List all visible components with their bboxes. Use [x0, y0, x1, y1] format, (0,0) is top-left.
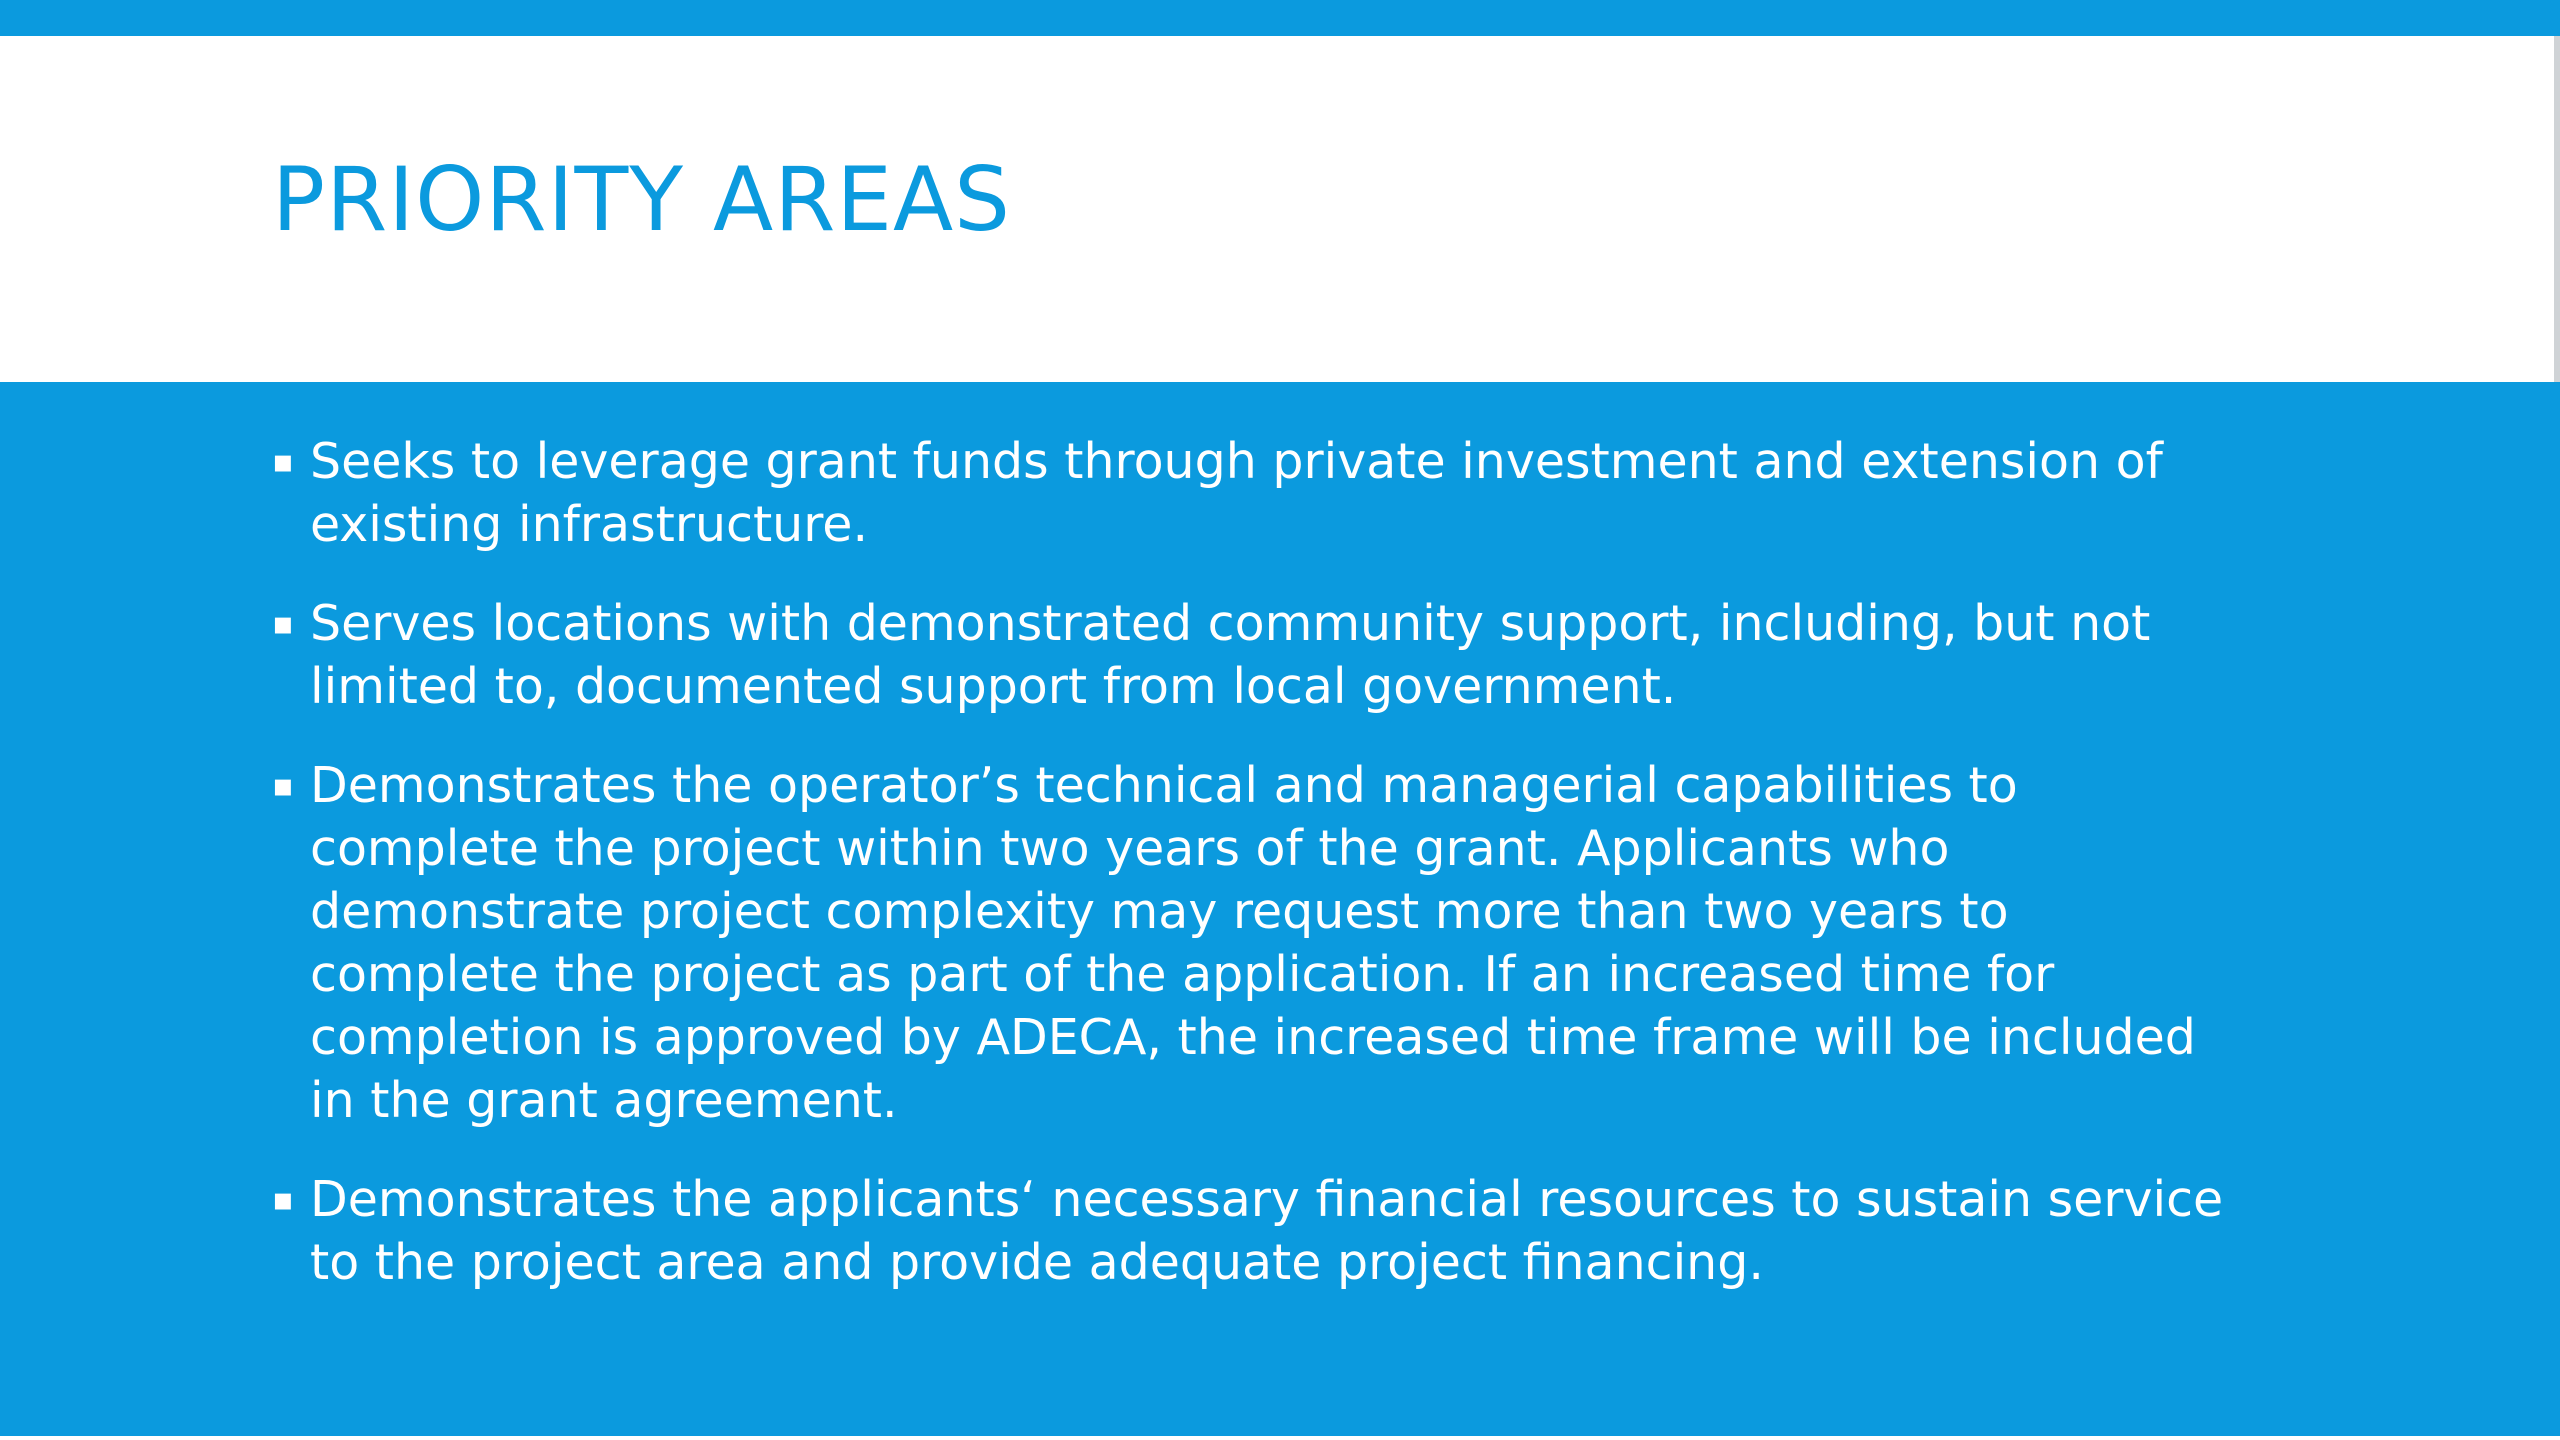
right-edge-shadow	[2554, 36, 2560, 382]
bullet-text: Serves locations with demonstrated community support, including, but not limited to, documented support from local government.	[310, 595, 2151, 715]
bullet-text: Seeks to leverage grant funds through private investment and extension of existing infrastructure.	[310, 433, 2163, 553]
square-bullet-icon: ▪	[272, 604, 294, 642]
square-bullet-icon: ▪	[272, 442, 294, 480]
bullet-item	[272, 592, 2242, 718]
bullet-text: Demonstrates the applicants‘ necessary financial resources to sustain service to the project area and provide adequate project financing.	[310, 1171, 2224, 1291]
top-accent-bar	[0, 0, 2560, 36]
square-bullet-icon: ▪	[272, 1180, 294, 1218]
bottom-edge	[0, 1436, 2560, 1440]
title-area	[0, 36, 2554, 382]
bullet-list	[272, 430, 2242, 1330]
bullet-text: Demonstrates the operator’s technical and managerial capabilities to complete the project within two years of the grant. Applicants who demonstrate project complexity may request more than two years to complete the project as part of the application. If an increased time for completion is approved by ADECA, the increased time frame will be included in the grant agreement.	[310, 757, 2196, 1129]
bullet-item	[272, 754, 2242, 1132]
bullet-item	[272, 1168, 2242, 1294]
square-bullet-icon: ▪	[272, 766, 294, 804]
content-area	[0, 382, 2560, 1440]
slide-title: PRIORITY AREAS	[272, 148, 1012, 251]
bullet-item	[272, 430, 2242, 556]
